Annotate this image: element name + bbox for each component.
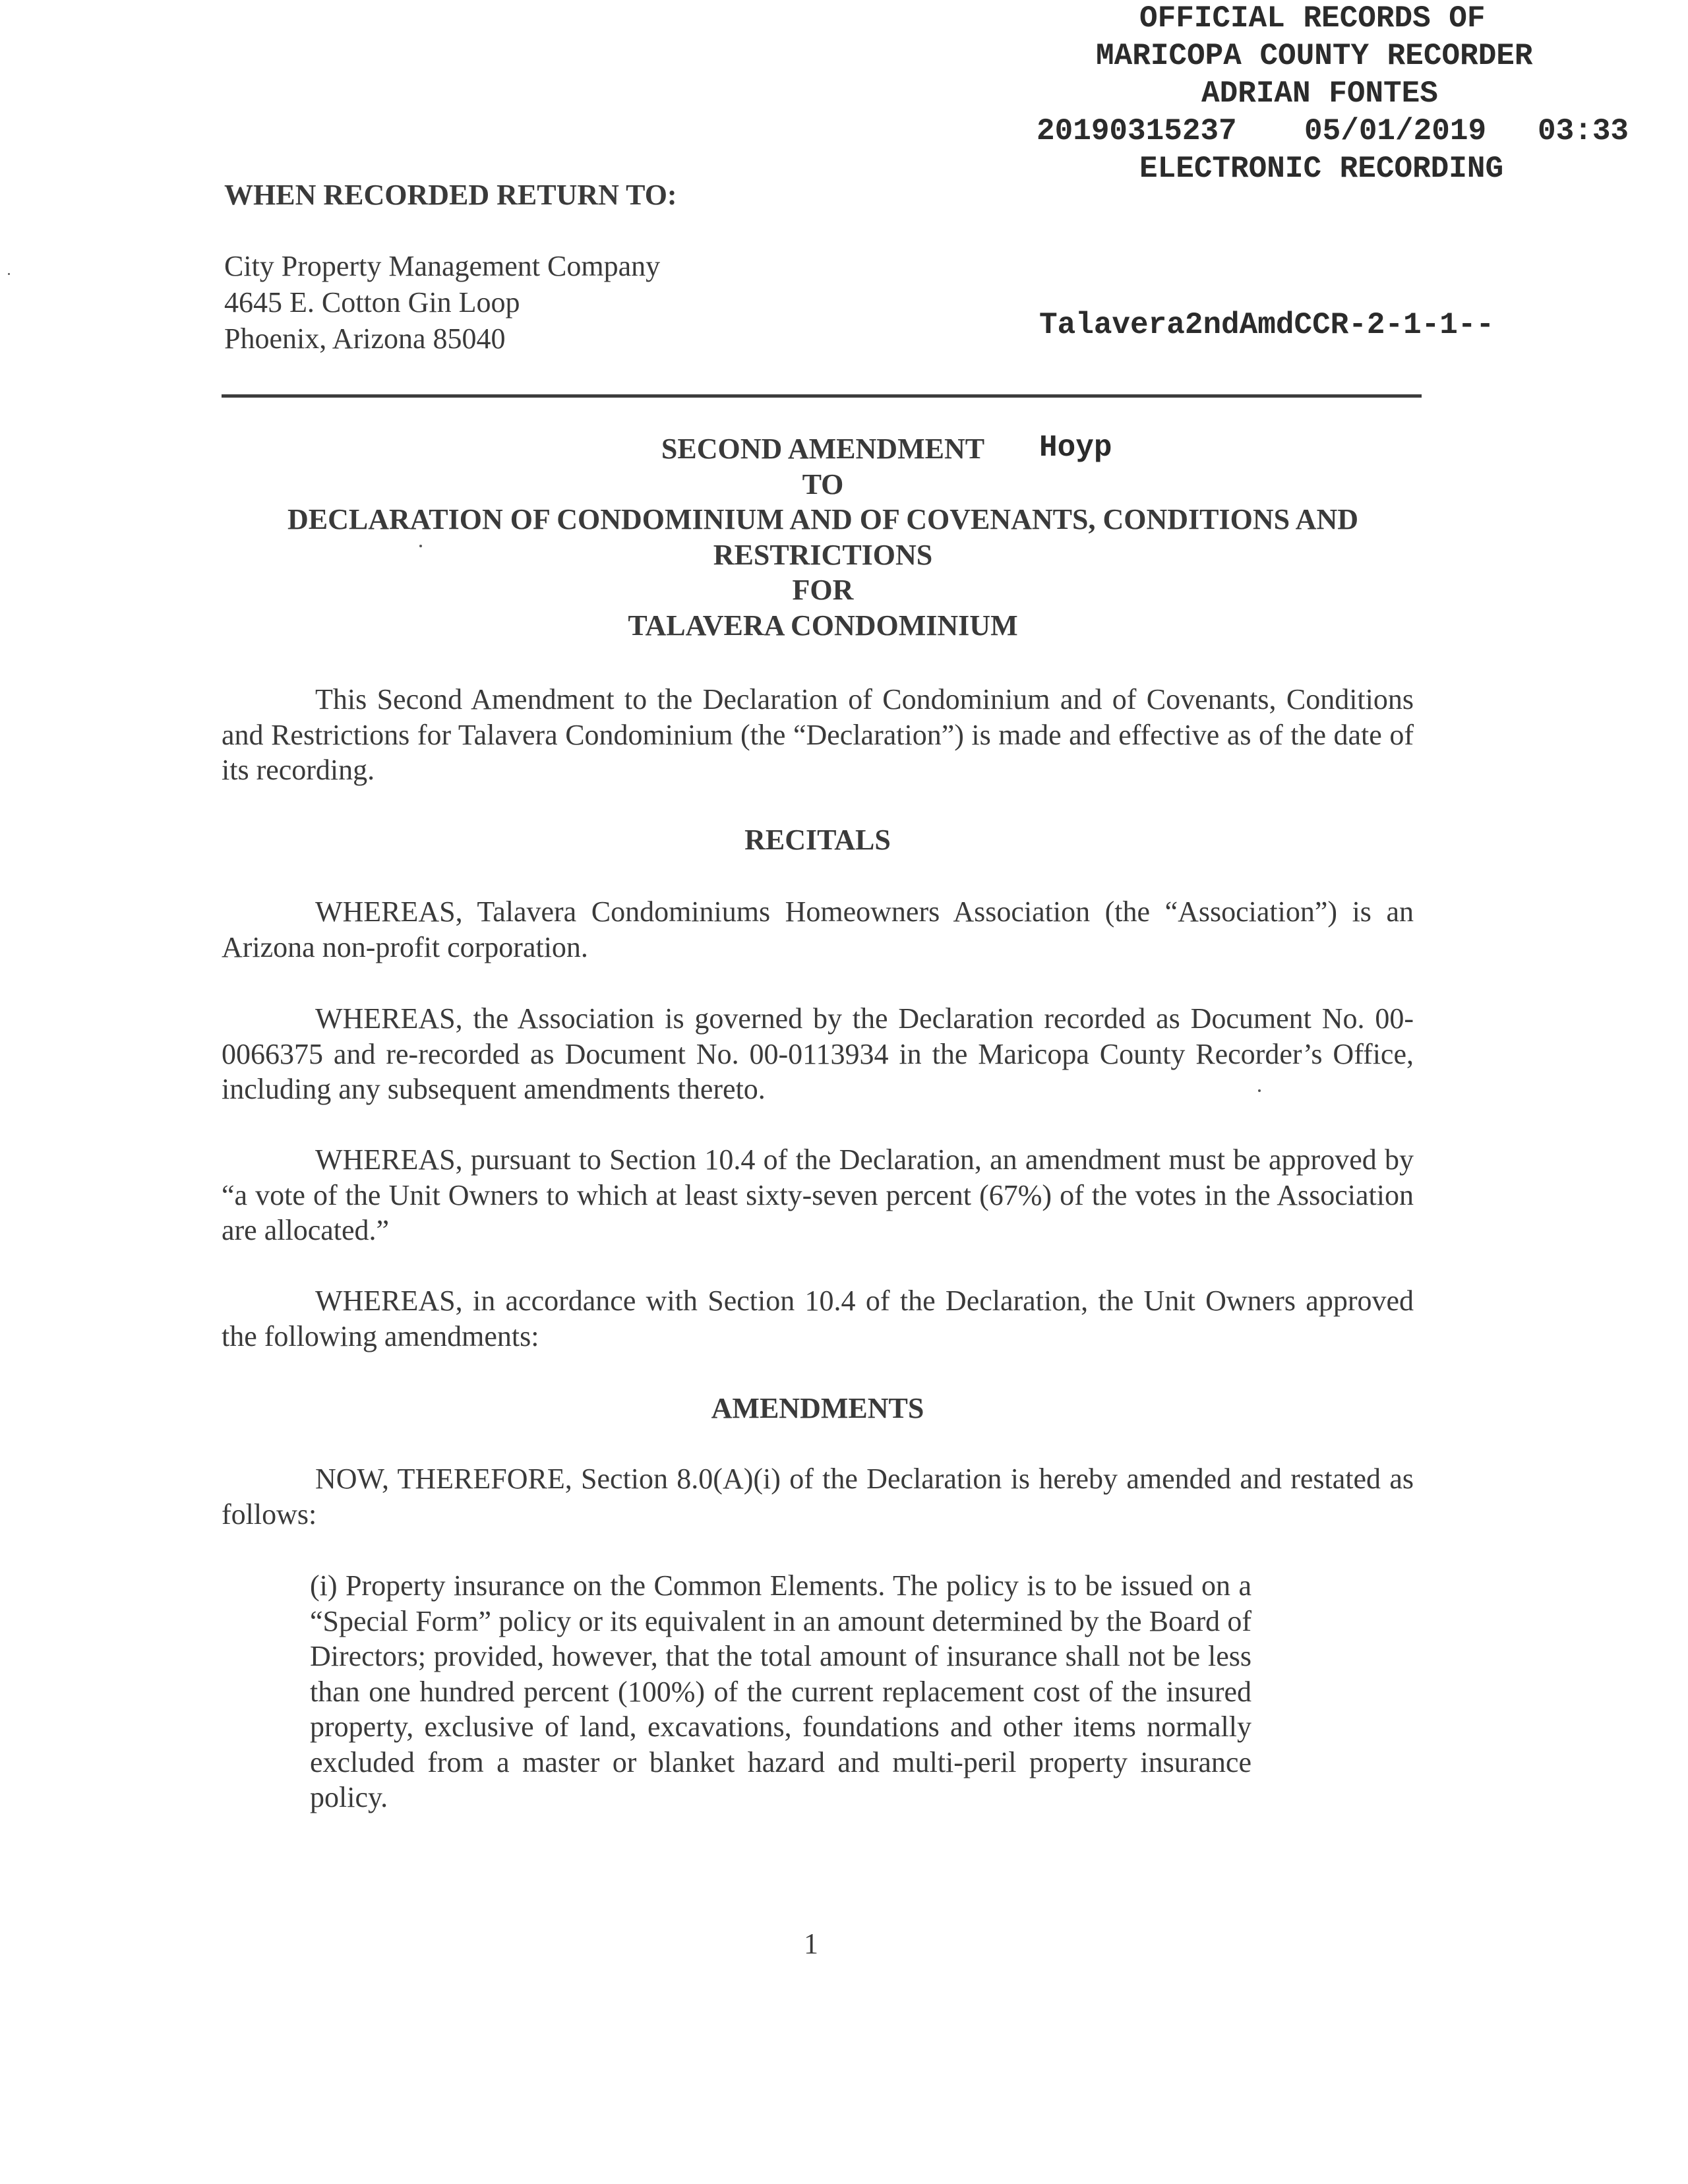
stamp-time: 03:33 <box>1538 114 1629 148</box>
return-address <box>224 248 660 357</box>
page-number: 1 <box>804 1927 818 1960</box>
return-to-heading: WHEN RECORDED RETURN TO: <box>224 179 677 211</box>
scan-speck <box>419 545 422 547</box>
recitals-heading: RECITALS <box>744 824 891 856</box>
scan-speck <box>8 273 10 275</box>
stamp-doc-number: 20190315237 <box>1037 114 1237 148</box>
return-address-name: City Property Management Company <box>224 250 661 282</box>
title-line-1: SECOND AMENDMENT <box>661 433 985 465</box>
stamp-line-electronic-recording: ELECTRONIC RECORDING <box>1139 152 1504 186</box>
stamp-line-county-recorder: MARICOPA COUNTY RECORDER <box>1096 39 1533 73</box>
horizontal-rule <box>222 394 1422 398</box>
amendments-paragraph: NOW, THEREFORE, Section 8.0(A)(i) of the Declaration is hereby amended and restated as follows: <box>222 1463 1414 1531</box>
title-line-2: TO <box>802 468 844 501</box>
title-line-5: FOR <box>792 574 854 606</box>
return-address-city: Phoenix, Arizona 85040 <box>224 322 506 355</box>
recital-paragraph-1: WHEREAS, Talavera Condominiums Homeowners Association (the “Association”) is an Arizona non-profit corporation. <box>222 895 1414 963</box>
intro-paragraph: This Second Amendment to the Declaration of Condominium and of Covenants, Conditions and Restrictions for Talavera Condominium (the “Declaration”) is made and effective as of the date of its recording. <box>222 683 1414 786</box>
recital-paragraph-4: WHEREAS, in accordance with Section 10.4 of the Declaration, the Unit Owners approved the following amendments: <box>222 1285 1414 1352</box>
amendments-heading: AMENDMENTS <box>711 1392 924 1424</box>
title-line-4: RESTRICTIONS <box>713 538 933 571</box>
stamp-line-recorder-name: ADRIAN FONTES <box>1201 76 1438 111</box>
stamp-date: 05/01/2019 <box>1304 114 1487 148</box>
recital-paragraph-3: WHEREAS, pursuant to Section 10.4 of the Declaration, an amendment must be approved by “a vote of the Unit Owners to which at least sixty-seven percent (67%) of the votes in the Association are allocated.” <box>222 1143 1414 1246</box>
title-line-3: DECLARATION OF CONDOMINIUM AND OF COVENANTS, CONDITIONS AND <box>287 503 1359 535</box>
file-identifier-line1: Talavera2ndAmdCCR-2-1-1-- <box>1039 308 1495 342</box>
scan-speck <box>1258 1089 1261 1092</box>
stamp-line-official-records: OFFICIAL RECORDS OF <box>1139 1 1486 36</box>
title-line-6: TALAVERA CONDOMINIUM <box>628 609 1018 642</box>
return-address-street: 4645 E. Cotton Gin Loop <box>224 286 520 318</box>
file-identifier-line2: Hoyp <box>1039 431 1112 465</box>
document-title <box>224 431 1422 643</box>
amended-section-text: (i) Property insurance on the Common Elements. The policy is to be issued on a “Special Form” policy or its equivalent in an amount determined by the Board of Directors; provided, however, that the total amount of insurance shall not be less than one hundred percent (100%) of the current replacement cost of the insured property, exclusive of land, excavations, foundations and other items normally excluded from a master or blanket hazard and multi-peril property insurance policy. <box>310 1569 1251 1813</box>
recital-paragraph-2: WHEREAS, the Association is governed by the Declaration recorded as Document No. 00-0066375 and re-recorded as Document No. 00-0113934 in the Maricopa County Recorder’s Office, including any subsequent amendments thereto. <box>222 1002 1414 1105</box>
